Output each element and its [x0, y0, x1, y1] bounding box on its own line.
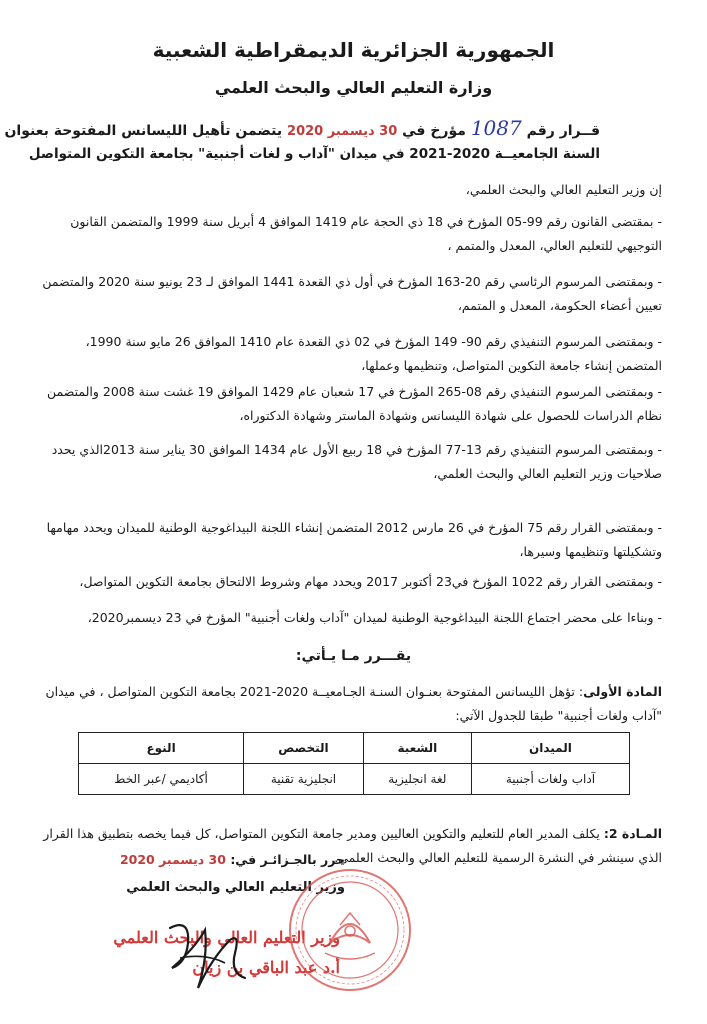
- stamp-minister-name: أ.د عبد الباقي بن زيان: [192, 958, 340, 977]
- handwritten-signature: [150, 918, 260, 998]
- recital-paragraph: - وبمقتضى المرسوم التنفيذي رقم 90- 149 المؤرخ في 02 ذي القعدة عام 1410 الموافق 26 مايو سنة 1990، المتضمن إنشاء جامعة التكوين المتواصل، وتنظيمها وعملها،: [85, 334, 662, 373]
- decision-title-line-1: [4, 116, 600, 140]
- recital-paragraph: - وبمقتضى المرسوم التنفيذي رقم 08-265 المؤرخ في 17 شعبان عام 1429 الموافق 19 غشت سنة 2008 والمتضمن نظام الدراسات للحصول على شهادة الليسانس وشهادة الماستر وشهادة الدكتوراه،: [47, 384, 662, 423]
- article-1-label: المادة الأولى: [583, 684, 662, 699]
- official-seal: [285, 865, 415, 995]
- article-2-label: المـادة 2:: [603, 826, 662, 841]
- stamp-minister-title: وزير التعليم العالي والبحث العلمي: [113, 928, 340, 947]
- table-header-row: [79, 733, 630, 764]
- recital-paragraph: - وبمقتضى القرار رقم 1022 المؤرخ في23 أكتوبر 2017 ويحدد مهام وشروط الالتحاق بجامعة التكوين المتواصل،: [79, 574, 662, 589]
- date-stamp: 30 ديسمبر 2020: [287, 124, 398, 139]
- recital-paragraph: - وبمقتضى المرسوم الرئاسي رقم 20-163 المؤرخ في أول ذي القعدة 1441 الموافق لـ 23 يونيو سنة 2020 والمتضمن تعيين أعضاء الحكومة، المعدل و المتمم،: [42, 274, 662, 313]
- table-cell: أكاديمي /عبر الخط: [79, 764, 244, 795]
- article-1: [40, 680, 662, 728]
- decision-number-label: قــرار رقم: [526, 123, 600, 139]
- table-header-cell: الميدان: [471, 733, 629, 764]
- recital-paragraph: - وبمقتضى المرسوم التنفيذي رقم 13-77 المؤرخ في 18 ربيع الأول عام 1434 الموافق 30 يناير سنة 2013الذي يحدد صلاحيات وزير التعليم العالي والبحث العلمي،: [51, 442, 662, 481]
- done-date: 30 ديسمبر 2020: [119, 852, 226, 867]
- decision-subject: يتضمن تأهيل الليسانس المفتوحة بعنوان: [4, 123, 283, 139]
- done-in-label: حرر بالجـزائـر في:: [230, 852, 345, 867]
- dated-label: مؤرخ في: [402, 123, 466, 139]
- table-row: [79, 764, 630, 795]
- article-2-text: يكلف المدير العام للتعليم والتكوين العاليين ومدير جامعة التكوين المتواصل، كل فيما يخصه بتطبيق هذا القرار الذي سينشر في النشرة الرسمية للتعليم العالي والبحث العلمي.: [43, 826, 662, 865]
- table-cell: لغة انجليزية: [363, 764, 471, 795]
- ministry-heading: وزارة التعليم العالي والبحث العلمي: [214, 78, 493, 97]
- table-cell: انجليزية تقنية: [244, 764, 364, 795]
- decides-heading: يقـــرر مـا يـأتي:: [295, 648, 412, 664]
- recital-paragraph: - وبناءا على محضر اجتماع اللجنة البيداغوجية الوطنية لميدان "آداب ولغات أجنبية" المؤرخ في 23 ديسمبر2020،: [87, 610, 662, 625]
- decision-number-handwritten: 1087: [470, 116, 522, 140]
- table-header-cell: التخصص: [244, 733, 364, 764]
- republic-heading: الجمهورية الجزائرية الديمقراطية الشعبية: [152, 38, 555, 62]
- specialty-table: [78, 732, 630, 795]
- decision-title-line-2: السنة الجامعيــة 2020-2021 في ميدان "آداب و لغات أجنبية" بجامعة التكوين المتواصل: [28, 146, 600, 162]
- opening-line: إن وزير التعليم العالي والبحث العلمي،: [465, 182, 662, 197]
- table-cell: آداب ولغات أجنبية: [471, 764, 629, 795]
- recital-paragraph: - بمقتضى القانون رقم 99-05 المؤرخ في 18 ذي الحجة عام 1419 الموافق 4 أبريل سنة 1999 والمتضمن القانون التوجيهي للتعليم العالي، المعدل والمتمم ،: [70, 214, 662, 253]
- article-1-text: : تؤهل الليسانس المفتوحة بعنـوان السنـة الجـامعيــة 2020-2021 بجامعة التكوين المتواصل ، في ميدان "آداب ولغات أجنبية" طبقا للجدول الآتي:: [45, 684, 662, 723]
- recital-paragraph: - وبمقتضى القرار رقم 75 المؤرخ في 26 مارس 2012 المتضمن إنشاء اللجنة البيداغوجية الوطنية للميدان ويحدد مهامها وتشكيلتها وتنظيمها وسيرها،: [46, 520, 662, 559]
- minister-title: وزير التعليم العالي والبحث العلمي: [126, 880, 345, 895]
- table-header-cell: الشعبة: [363, 733, 471, 764]
- table-header-cell: النوع: [79, 733, 244, 764]
